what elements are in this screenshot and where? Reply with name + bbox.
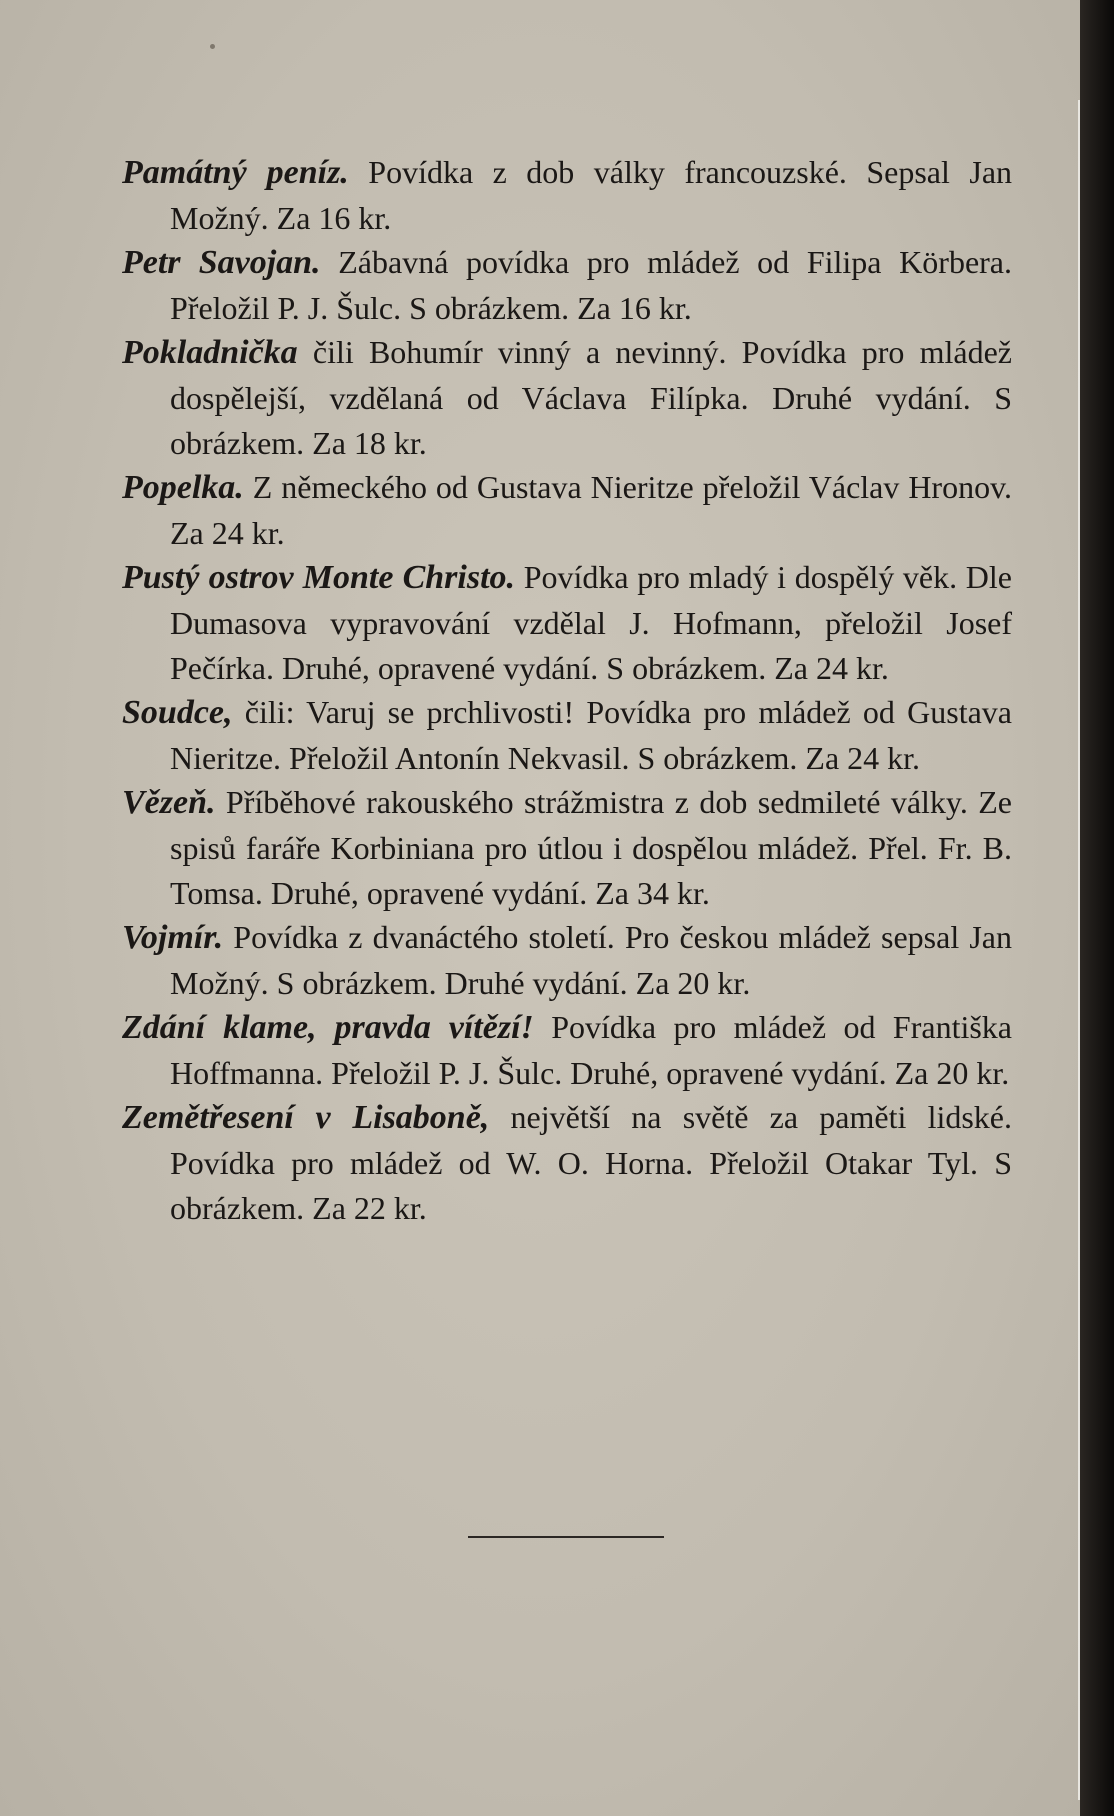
catalog-entry bbox=[122, 690, 1012, 780]
binding-shadow bbox=[1080, 0, 1114, 1816]
closing-rule bbox=[468, 1536, 664, 1538]
catalog-entry bbox=[122, 240, 1012, 330]
entry-title: Památný peníz. bbox=[122, 154, 349, 191]
entry-title: Zdání klame, pravda vítězí! bbox=[122, 1009, 534, 1047]
entry-description: Povídka pro mladý i dospělý věk. Dle Dumasova vypravování vzdělal J. Hofmann, přeložil Josef Pečírka. Druhé, opravené vydání. S obrázkem. Za 24 kr. bbox=[170, 559, 1012, 686]
entry-title: Popelka. bbox=[122, 469, 244, 507]
entry-description: Povídka pro mládež od Františka Hoffmanna. Přeložil P. J. Šulc. Druhé, opravené vydání. Za 20 kr. bbox=[170, 1009, 1013, 1091]
catalog-entry bbox=[122, 150, 1012, 240]
entry-title: Pokladnička bbox=[122, 334, 298, 372]
entry-description: největší na světě za paměti lidské. Povídka pro mládež od W. O. Horna. Přeložil Otakar Tyl. S obrázkem. Za 22 kr. bbox=[170, 1099, 1013, 1226]
entry-description: Z německého od Gustava Nieritze přeložil Václav Hronov. Za 24 kr. bbox=[170, 469, 1013, 551]
catalog-entry bbox=[122, 465, 1012, 555]
catalog-list bbox=[122, 150, 1012, 1230]
entry-title: Pustý ostrov Monte Christo. bbox=[122, 559, 516, 597]
entry-description: Povídka z dvanáctého století. Pro českou mládež sepsal Jan Možný. S obrázkem. Druhé vydání. Za 20 kr. bbox=[170, 919, 1013, 1001]
catalog-entry bbox=[122, 330, 1012, 465]
entry-title: Petr Savojan. bbox=[122, 244, 321, 282]
entry-description: Zábavná povídka pro mládež od Filipa Körbera. Přeložil P. J. Šulc. S obrázkem. Za 16 kr. bbox=[170, 244, 1013, 326]
ink-speck bbox=[210, 44, 215, 49]
catalog-entry bbox=[122, 1095, 1012, 1230]
entry-title: Vězeň. bbox=[122, 784, 216, 822]
entry-title: Soudce, bbox=[122, 694, 233, 732]
catalog-entry bbox=[122, 915, 1012, 1005]
catalog-entry bbox=[122, 780, 1012, 915]
entry-title: Vojmír. bbox=[122, 919, 224, 957]
entry-description: čili Bohumír vinný a nevinný. Povídka pro mládež dospělejší, vzdělaná od Václava Filípka. Druhé vydání. S obrázkem. Za 18 kr. bbox=[170, 334, 1013, 461]
entry-description: Příběhové rakouského strážmistra z dob sedmileté války. Ze spisů faráře Korbiniana pro útlou i dospělou mládež. Přel. Fr. B. Tomsa. Druhé, opravené vydání. Za 34 kr. bbox=[170, 784, 1012, 911]
entry-description: Povídka z dob války francouzské. Sepsal Jan Možný. Za 16 kr. bbox=[170, 154, 1013, 236]
entry-description: čili: Varuj se prchlivosti! Povídka pro mládež od Gustava Nieritze. Přeložil Antonín Nekvasil. S obrázkem. Za 24 kr. bbox=[170, 694, 1013, 776]
catalog-entry bbox=[122, 555, 1012, 690]
catalog-entry bbox=[122, 1005, 1012, 1095]
entry-title: Zemětřesení v Lisaboně, bbox=[122, 1099, 490, 1137]
